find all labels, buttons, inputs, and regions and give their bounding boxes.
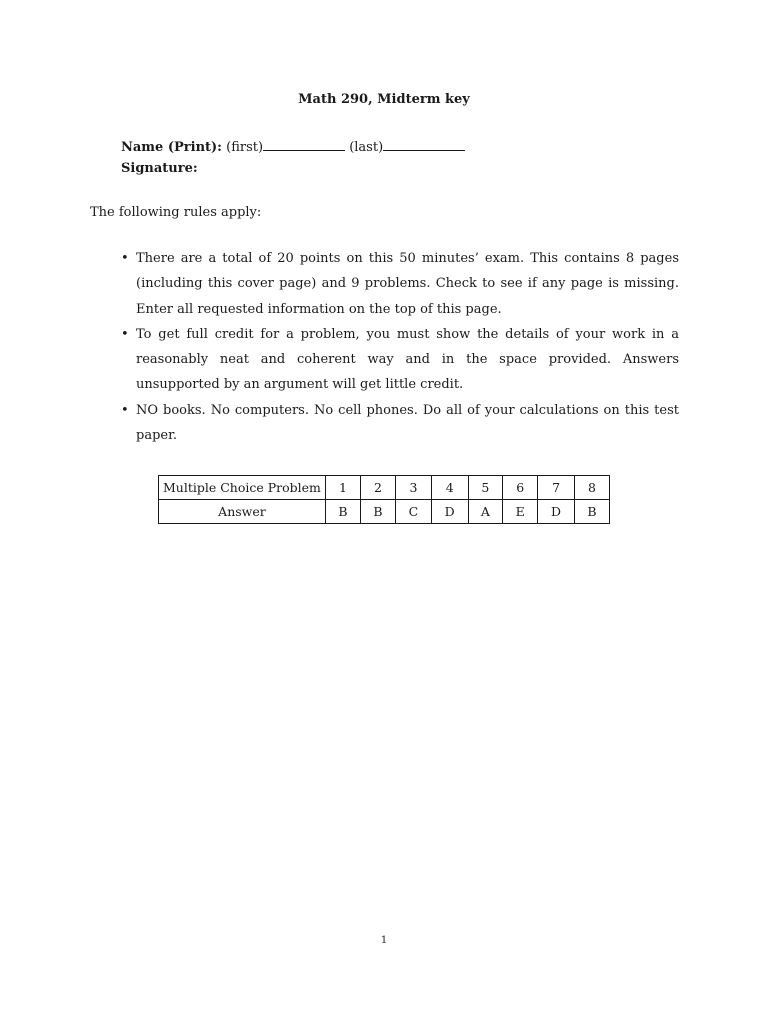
signature-label: Signature: [121,161,198,176]
answer-cell: B [325,500,360,524]
first-name-blank [263,136,345,151]
answer-cell: B [360,500,395,524]
problem-number-cell: 1 [325,476,360,500]
problem-number-cell: 3 [396,476,432,500]
problem-number-cell: 7 [538,476,575,500]
rules-intro: The following rules apply: [90,205,262,220]
table-row [159,500,610,524]
rule-text: NO books. No computers. No cell phones. Do all of your calculations on this test paper. [136,402,679,444]
answer-cell: A [468,500,503,524]
problem-number-cell: 8 [574,476,609,500]
rule-text: There are a total of 20 points on this 50 minutes’ exam. This contains 8 pages (including this cover page) and 9 problems. Check to see if any page is missing. Enter all requested information on the top of this page. [136,251,679,317]
answer-cell: E [503,500,538,524]
name-line [121,136,465,155]
problem-number-cell: 6 [503,476,538,500]
table-row [159,476,610,500]
problem-number-cell: 2 [360,476,395,500]
answer-cell: B [574,500,609,524]
problem-number-cell: 4 [431,476,468,500]
answer-header-cell: Answer [159,500,326,524]
name-label: Name (Print): [121,140,222,155]
list-item [121,322,679,398]
answer-cell: C [396,500,432,524]
page-number: 1 [380,935,388,946]
answer-table [158,475,610,524]
bullet-icon: • [121,326,129,342]
bullet-icon: • [121,251,129,266]
bullet-icon: • [121,402,129,418]
rules-list [121,246,679,448]
first-name-hint: (first) [226,140,264,155]
rule-text: To get full credit for a problem, you must show the details of your work in a reasonably neat and coherent way and in the space provided. Answers unsupported by an argument will get little credit. [136,326,679,393]
last-name-blank [383,136,465,151]
answer-cell: D [431,500,468,524]
last-name-hint: (last) [349,140,384,155]
answer-cell: D [538,500,575,524]
list-item [121,398,679,449]
list-item [121,246,679,322]
problem-header-cell: Multiple Choice Problem [159,476,326,500]
problem-number-cell: 5 [468,476,503,500]
page-title: Math 290, Midterm key [298,92,470,107]
